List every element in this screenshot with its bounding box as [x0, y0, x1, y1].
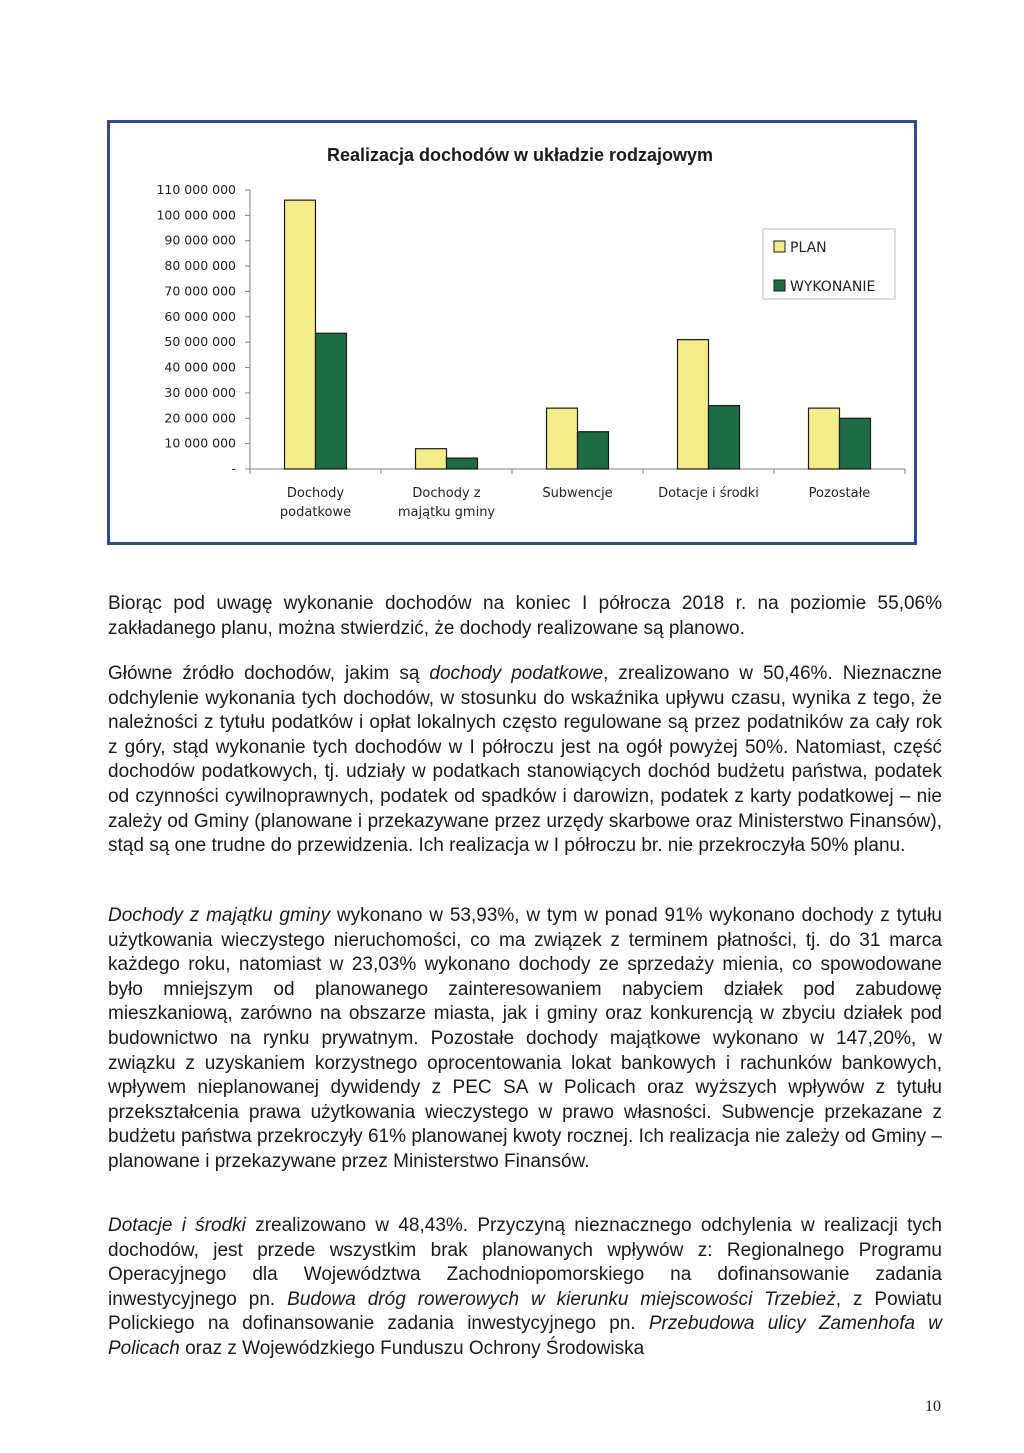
- paragraph-4-emphasis-2: Budowa dróg rowerowych w kierunku miejscowości Trzebież: [287, 1288, 836, 1310]
- paragraph-2-emphasis: dochody podatkowe: [429, 663, 604, 684]
- page-number: 10: [925, 1398, 941, 1415]
- paragraph-2-text-b: , zrealizowano w 50,46%. Nieznaczne odchylenie wykonania tych dochodów, w stosunku do wskaźnika upływu czasu, wynika z tego, że należności z tytułu podatków i opłat lokalnych często regulowane są przez podatników za cały rok z góry, stąd wykonanie tych dochodów w I półroczu jest na ogół powyżej 50%. Natomiast, część dochodów podatkowych, tj. udziały w podatkach stanowiących dochód budżetu państwa, podatek od czynności cywilnoprawnych, podatek od spadków i darowizn, podatek z karty podatkowej – nie zależy od Gminy (planowane i przekazywane przez urzędy skarbowe oraz Ministerstwo Finansów), stąd są one trudne do przewidzenia. Ich realizacja w I półroczu br. nie przekroczyła 50% planu.: [108, 663, 943, 857]
- paragraph-4-text-b: zrealizowano w 48,43%. Przyczyną nieznacznego odchylenia w realizacji tych dochodów, jest przede wszystkim brak planowanych wpływów z: Regionalnego Programu Operacyjnego dla Województwa Zachodniopomorskiego na dofinansowanie zadania inwestycyjnego pn.: [108, 1215, 942, 1310]
- y-tick-label: 70 000 000: [164, 283, 236, 299]
- paragraph-2-text-a: Główne źródło dochodów, jakim są: [108, 663, 430, 684]
- x-category-label: Dochody: [286, 486, 345, 501]
- legend-label-wykonanie: WYKONANIE: [790, 279, 876, 295]
- paragraph-3-text: wykonano w 53,93%, w tym w ponad 91% wykonano dochody z tytułu użytkowania wieczystego nieruchomości, co ma związek z terminem płatności, tj. do 31 marca każdego roku, natomiast w 23,03% wykonano dochody ze sprzedaży mienia, co spowodowane było mniejszym od planowanego zainteresowaniem nabyciem działek pod zabudowę mieszkaniową, zarówno na obszarze miasta, jak i gminy oraz konkurencją w zbyciu działek pod budownictwo na rynku prywatnym. Pozostałe dochody majątkowe wykonano w 147,20%, w związku z uzyskaniem korzystnego oprocentowania lokat bankowych i rachunków bankowych, wpływem nieplanowanej dywidendy z PEC SA w Policach oraz wyższych wpływów z tytułu przekształcenia prawa użytkowania wieczystego w prawo własności. Subwencje przekazane z budżetu państwa przekroczyły 61% planowanej kwoty rocznej. Ich realizacja nie zależy od Gminy – planowane i przekazywane przez Ministerstwo Finansów.: [108, 905, 942, 1172]
- y-tick-label: 40 000 000: [164, 359, 236, 375]
- y-tick-label: 30 000 000: [164, 384, 236, 400]
- paragraph-4-emphasis-1: Dotacje i środki: [108, 1215, 246, 1236]
- legend-swatch-wykonanie: [774, 280, 785, 291]
- bar-plan-1: [416, 449, 447, 469]
- paragraph-4-emphasis-3: Przebudowa ulicy Zamenhofa w Policach: [108, 1313, 942, 1359]
- bar-plan-4: [809, 408, 840, 469]
- legend-label-plan: PLAN: [790, 240, 827, 256]
- y-tick-label: 60 000 000: [164, 308, 236, 324]
- y-tick-label: 80 000 000: [164, 258, 236, 274]
- y-tick-label: 10 000 000: [164, 435, 236, 451]
- paragraph-2: [108, 662, 942, 859]
- paragraph-1: [108, 592, 942, 641]
- bar-plan-3: [678, 340, 709, 469]
- bar-plan-2: [547, 408, 578, 469]
- x-category-label: Dotacje i środki: [658, 486, 759, 501]
- chart-frame: [107, 120, 917, 545]
- y-tick-label: 50 000 000: [164, 334, 236, 350]
- bar-wykonanie-0: [316, 333, 347, 469]
- bar-wykonanie-1: [447, 458, 478, 469]
- x-category-label: Dochody z: [412, 486, 481, 501]
- bar-wykonanie-2: [578, 432, 609, 469]
- paragraph-1-text: Biorąc pod uwagę wykonanie dochodów na koniec I półrocza 2018 r. na poziomie 55,06% zakładanego planu, można stwierdzić, że dochody realizowane są planowo.: [108, 593, 942, 639]
- y-tick-label: -: [231, 461, 236, 476]
- x-category-label: podatkowe: [279, 505, 352, 520]
- x-category-label: Pozostałe: [808, 486, 871, 501]
- revenue-bar-chart: [110, 123, 920, 548]
- chart-category-labels: [280, 486, 870, 520]
- y-tick-label: 100 000 000: [156, 207, 236, 223]
- y-tick-label: 20 000 000: [164, 410, 236, 426]
- paragraph-4-text-c: , z Powiatu Polickiego na dofinansowanie zadania inwestycyjnego pn.: [108, 1288, 942, 1335]
- paragraph-3: [108, 904, 942, 1175]
- chart-legend: [763, 229, 895, 299]
- y-tick-label: 110 000 000: [156, 182, 236, 197]
- y-tick-label: 90 000 000: [164, 232, 236, 248]
- legend-swatch-plan: [774, 241, 785, 252]
- bar-plan-0: [285, 200, 316, 469]
- paragraph-4-text-d: oraz z Wojewódzkiego Funduszu Ochrony Środowiska: [179, 1337, 645, 1359]
- paragraph-3-emphasis: Dochody z majątku gminy: [108, 905, 331, 926]
- chart-title: Realizacja dochodów w układzie rodzajowym: [326, 145, 714, 165]
- bar-wykonanie-3: [709, 406, 740, 469]
- x-category-label: Subwencje: [542, 486, 613, 501]
- x-category-label: majątku gminy: [397, 505, 496, 520]
- bar-wykonanie-4: [840, 418, 871, 469]
- paragraph-4: [108, 1214, 942, 1362]
- chart-axes: [156, 182, 905, 476]
